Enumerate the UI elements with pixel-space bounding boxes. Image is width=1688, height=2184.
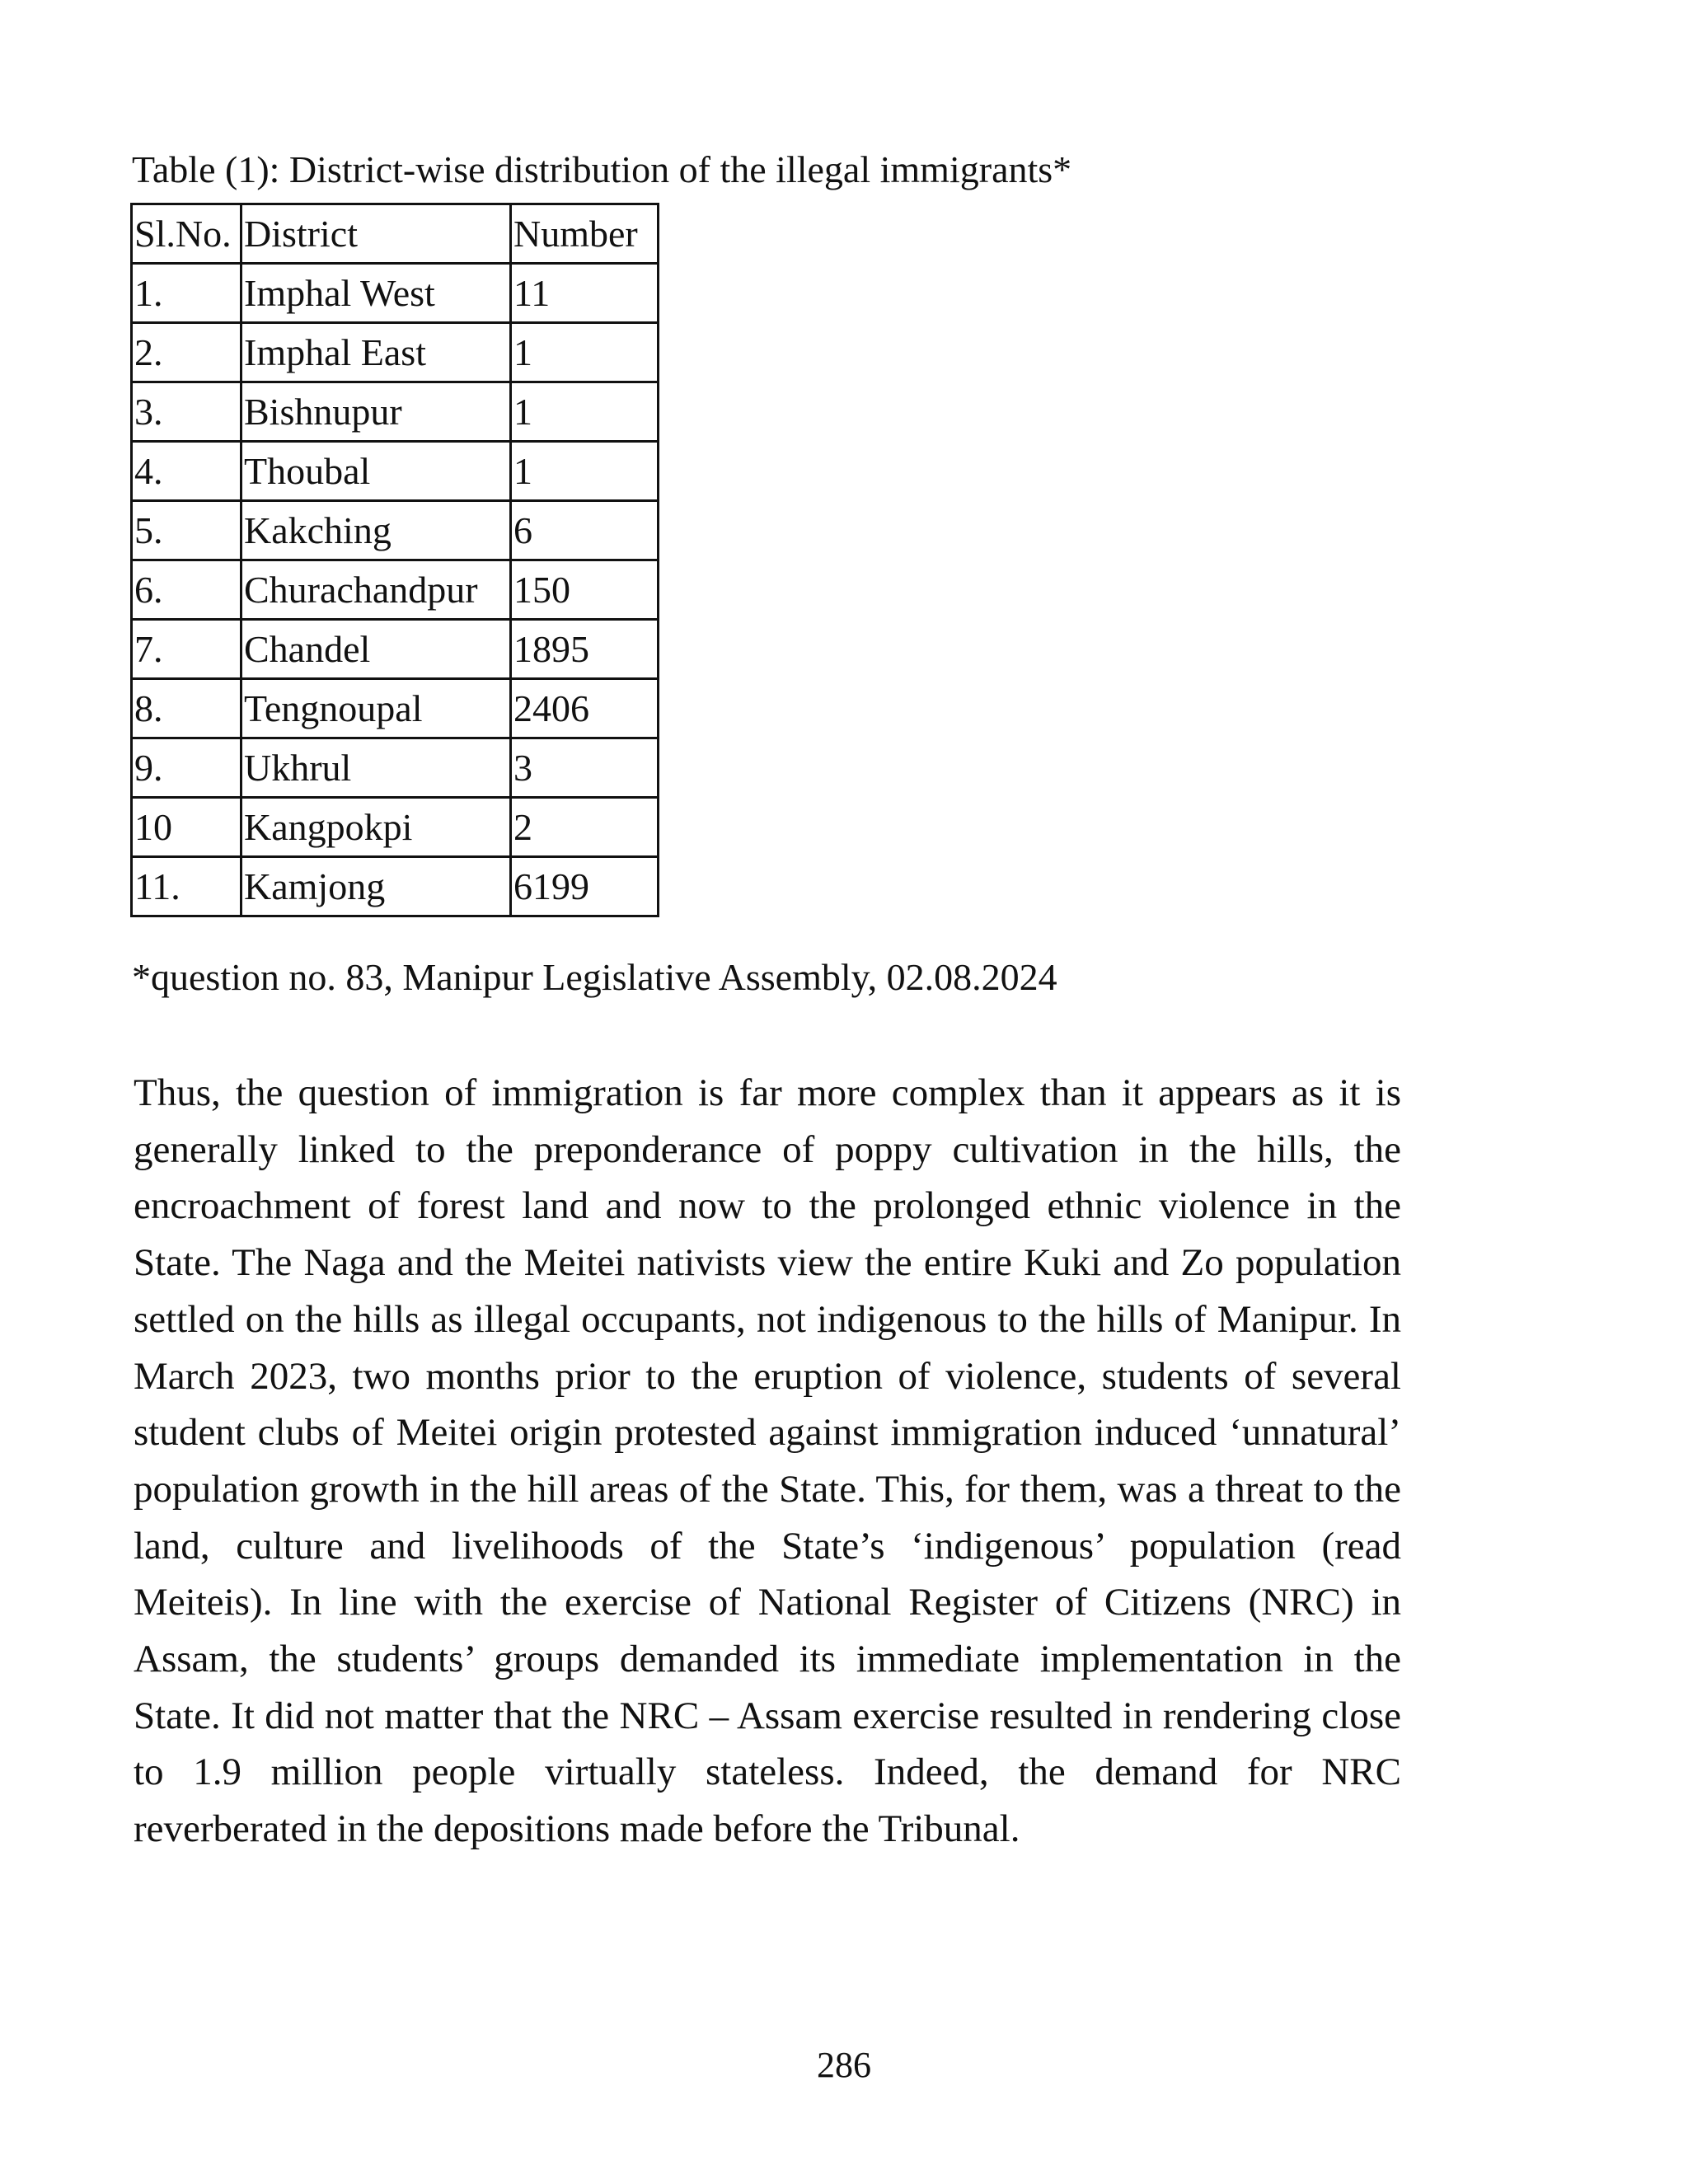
- cell-sl-no: 11.: [132, 857, 241, 916]
- cell-number: 1: [511, 323, 659, 382]
- cell-number: 2: [511, 798, 659, 857]
- header-sl-no: Sl.No.: [132, 204, 241, 264]
- table-row: [132, 501, 659, 560]
- cell-number: 3: [511, 738, 659, 798]
- table-row: [132, 560, 659, 620]
- table-row: [132, 264, 659, 323]
- cell-sl-no: 1.: [132, 264, 241, 323]
- cell-district: Bishnupur: [241, 382, 511, 442]
- cell-district: Chandel: [241, 620, 511, 679]
- cell-number: 2406: [511, 679, 659, 738]
- cell-sl-no: 2.: [132, 323, 241, 382]
- cell-sl-no: 9.: [132, 738, 241, 798]
- table-row: [132, 798, 659, 857]
- cell-sl-no: 3.: [132, 382, 241, 442]
- cell-district: Churachandpur: [241, 560, 511, 620]
- cell-number: 6: [511, 501, 659, 560]
- cell-sl-no: 4.: [132, 442, 241, 501]
- table-caption: Table (1): District-wise distribution of the illegal immigrants*: [132, 148, 1072, 190]
- cell-district: Kangpokpi: [241, 798, 511, 857]
- cell-district: Thoubal: [241, 442, 511, 501]
- cell-district: Imphal East: [241, 323, 511, 382]
- cell-number: 11: [511, 264, 659, 323]
- cell-sl-no: 7.: [132, 620, 241, 679]
- cell-sl-no: 10: [132, 798, 241, 857]
- body-paragraph: Thus, the question of immigration is far more complex than it appears as it is generally linked to the preponderance of poppy cultivation in the hills, the encroachment of forest land and now to the prolonged ethnic violence in the State. The Naga and the Meitei nativists view the entire Kuki and Zo population settled on the hills as illegal occupants, not indigenous to the hills of Manipur. In March 2023, two months prior to the eruption of violence, students of several student clubs of Meitei origin protested against immigration induced ‘unnatural’ population growth in the hill areas of the State. This, for them, was a threat to the land, culture and livelihoods of the State’s ‘indigenous’ population (read Meiteis). In line with the exercise of National Register of Citizens (NRC) in Assam, the students’ groups demanded its immediate implementation in the State. It did not matter that the NRC – Assam exercise resulted in rendering close to 1.9 million people virtually stateless. Indeed, the demand for NRC reverberated in the depositions made before the Tribunal.: [134, 1071, 1401, 1851]
- page-number: 286: [817, 2045, 871, 2085]
- cell-number: 1895: [511, 620, 659, 679]
- cell-district: Tengnoupal: [241, 679, 511, 738]
- district-table: [130, 203, 659, 917]
- table-footnote: *question no. 83, Manipur Legislative Assembly, 02.08.2024: [132, 956, 1057, 998]
- cell-district: Ukhrul: [241, 738, 511, 798]
- table-row: [132, 857, 659, 916]
- cell-district: Imphal West: [241, 264, 511, 323]
- header-district: District: [241, 204, 511, 264]
- cell-number: 150: [511, 560, 659, 620]
- table-row: [132, 442, 659, 501]
- table-row: [132, 679, 659, 738]
- cell-number: 1: [511, 442, 659, 501]
- table-row: [132, 382, 659, 442]
- cell-number: 1: [511, 382, 659, 442]
- cell-sl-no: 8.: [132, 679, 241, 738]
- cell-sl-no: 6.: [132, 560, 241, 620]
- cell-district: Kakching: [241, 501, 511, 560]
- cell-sl-no: 5.: [132, 501, 241, 560]
- table-header-row: [132, 204, 659, 264]
- cell-district: Kamjong: [241, 857, 511, 916]
- table-row: [132, 738, 659, 798]
- table-row: [132, 620, 659, 679]
- header-number: Number: [511, 204, 659, 264]
- cell-number: 6199: [511, 857, 659, 916]
- table-row: [132, 323, 659, 382]
